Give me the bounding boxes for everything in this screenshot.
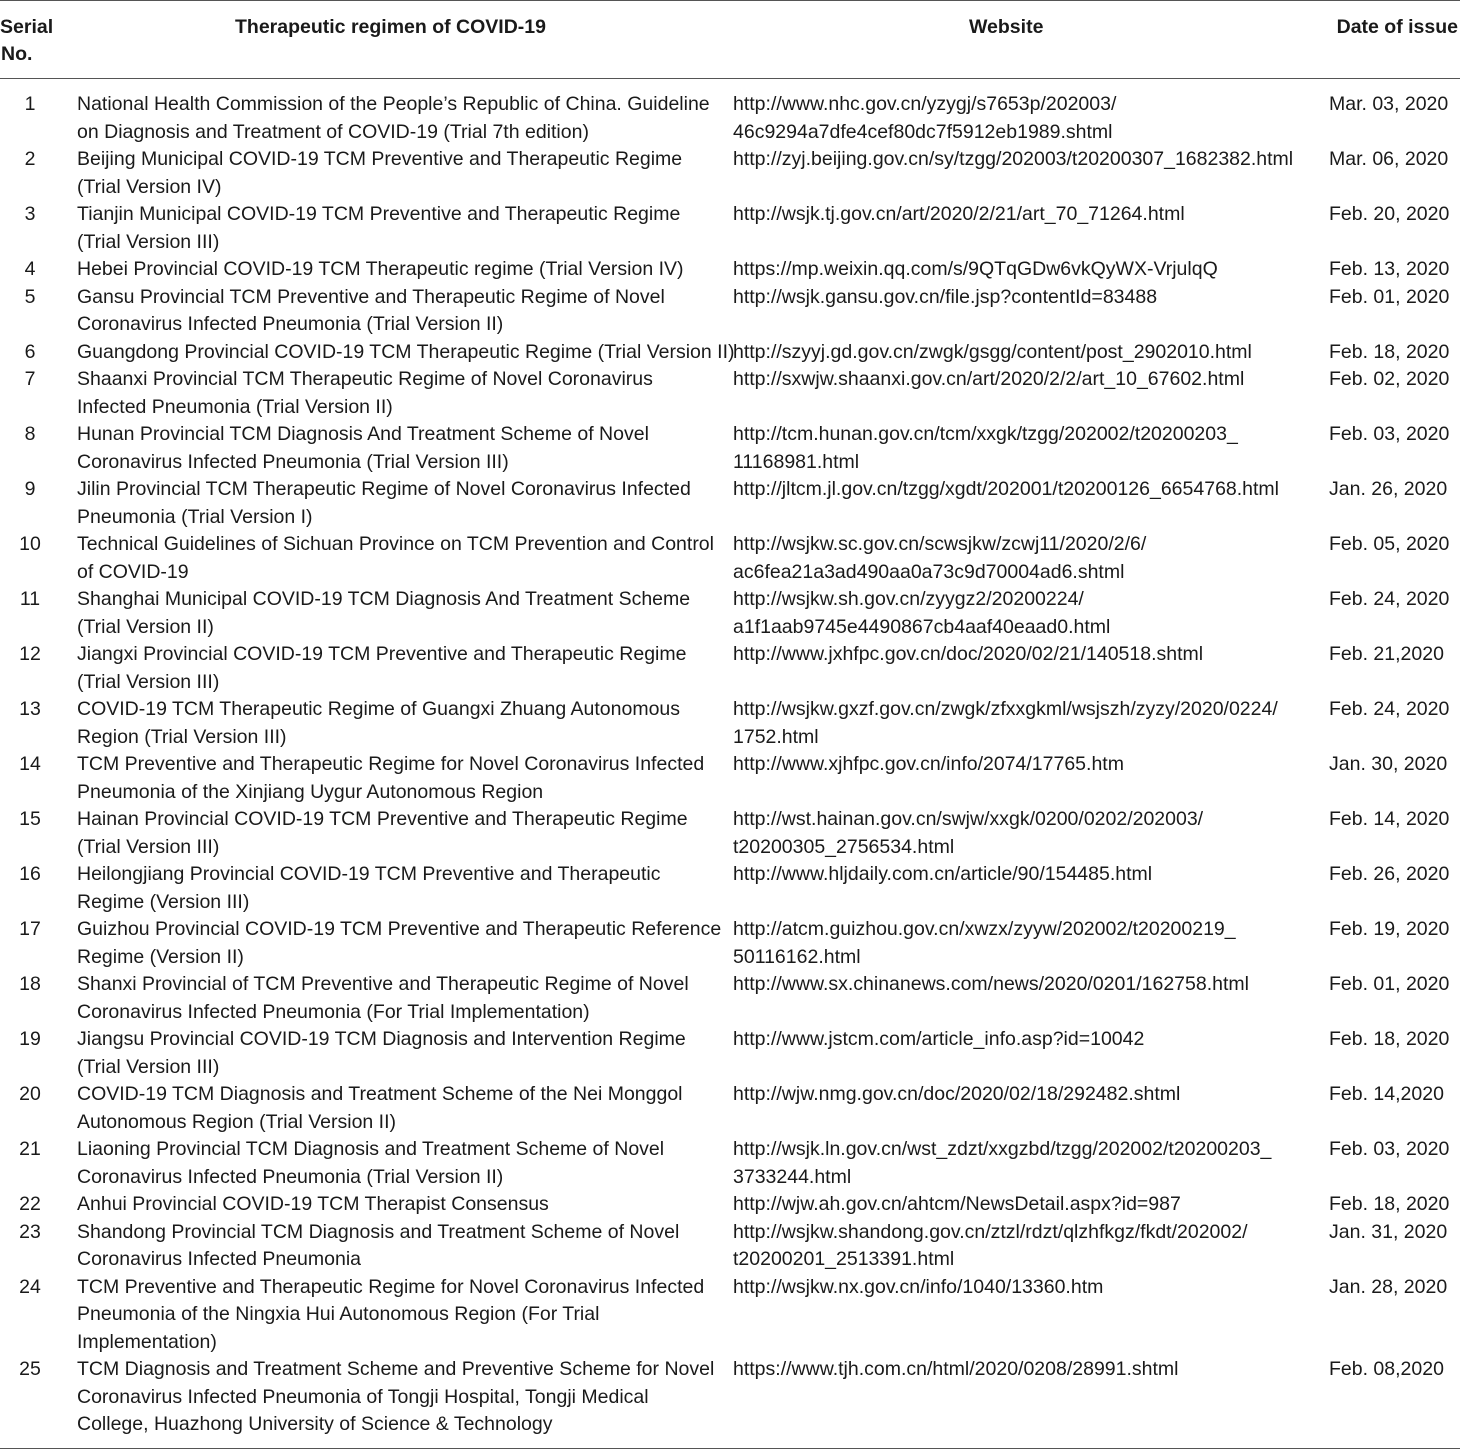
regimen-text-line: TCM Preventive and Therapeutic Regime for Novel Coronavirus Infected: [77, 753, 705, 775]
website-url-line: http://wjw.nmg.gov.cn/doc/2020/02/18/292482.shtml: [733, 1083, 1181, 1105]
website-cell: [718, 1191, 1314, 1219]
serial-number-cell: 20: [19, 1083, 41, 1105]
regimen-text-line: Technical Guidelines of Sichuan Province on TCM Prevention and Control: [77, 533, 714, 555]
website-cell: [718, 861, 1314, 916]
date-of-issue-cell: Feb. 13, 2020: [1329, 258, 1450, 280]
regimen-cell: [62, 586, 718, 641]
regimen-text-line: Autonomous Region (Trial Version II): [77, 1110, 397, 1133]
website-url-line: http://wsjk.gansu.gov.cn/file.jsp?contentId=83488: [733, 285, 1158, 308]
header-website: Website: [718, 1, 1314, 79]
regimen-text-line: National Health Commission of the People’s Republic of China. Guideline: [77, 93, 710, 115]
website-cell: [718, 1356, 1314, 1448]
website-url-line: 50116162.html: [733, 945, 861, 968]
serial-number-cell: 23: [19, 1220, 41, 1243]
regimen-cell: [62, 861, 718, 916]
date-of-issue-cell: Feb. 19, 2020: [1329, 918, 1450, 940]
website-cell: [718, 641, 1314, 696]
website-cell: [718, 1026, 1314, 1081]
regimen-cell: [62, 1026, 718, 1081]
serial-number-cell: 3: [24, 203, 36, 225]
table-row: [0, 1219, 1460, 1274]
website-cell: [718, 1136, 1314, 1191]
regimen-text-line: TCM Diagnosis and Treatment Scheme and Preventive Scheme for Novel: [77, 1358, 715, 1380]
regimen-cell: [62, 1136, 718, 1191]
regimen-text-line: Hainan Provincial COVID-19 TCM Preventive and Therapeutic Regime: [77, 808, 688, 830]
regimen-text-line: Hebei Provincial COVID-19 TCM Therapeutic regime (Trial Version IV): [77, 258, 684, 280]
website-url-line: http://www.sx.chinanews.com/news/2020/0201/162758.html: [733, 973, 1249, 995]
website-url-line: http://wst.hainan.gov.cn/swjw/xxgk/0200/0202/202003/: [733, 808, 1204, 830]
regimen-cell: [62, 1191, 718, 1219]
website-url-line: http://atcm.guizhou.gov.cn/xwzx/zyyw/202002/t20200219_: [733, 918, 1236, 940]
date-of-issue-cell: Feb. 21,2020: [1329, 643, 1444, 665]
website-cell: [718, 256, 1314, 284]
serial-number-cell: 21: [19, 1138, 41, 1160]
regimen-text-line: Regime (Version III): [77, 890, 250, 913]
regimen-text-line: Beijing Municipal COVID-19 TCM Preventive and Therapeutic Regime: [77, 148, 683, 170]
regimen-text-line: on Diagnosis and Treatment of COVID-19 (Trial 7th edition): [77, 120, 589, 143]
regimen-cell: [62, 201, 718, 256]
date-of-issue-cell: Feb. 24, 2020: [1329, 588, 1450, 610]
website-url-line: https://mp.weixin.qq.com/s/9QTqGDw6vkQyWX-VrjulqQ: [733, 258, 1218, 280]
regimen-text-line: Regime (Version II): [77, 945, 244, 968]
website-cell: [718, 1219, 1314, 1274]
date-of-issue-cell: Feb. 02, 2020: [1329, 368, 1450, 390]
regimen-text-line: (Trial Version III): [77, 1055, 220, 1078]
regimen-cell: [62, 1081, 718, 1136]
regimen-cell: [62, 806, 718, 861]
website-url-line: http://wsjkw.shandong.gov.cn/ztzl/rdzt/qlzhfkgz/fkdt/202002/: [733, 1220, 1248, 1243]
regimen-cell: [62, 284, 718, 339]
website-url-line: 3733244.html: [733, 1165, 852, 1188]
regimen-text-line: COVID-19 TCM Therapeutic Regime of Guangxi Zhuang Autonomous: [77, 698, 681, 720]
regimen-text-line: Pneumonia of the Xinjiang Uygur Autonomous Region: [77, 780, 544, 803]
website-cell: [718, 476, 1314, 531]
serial-number-cell: 12: [19, 643, 41, 665]
website-url-line: http://wsjkw.sh.gov.cn/zyygz2/20200224/: [733, 588, 1084, 610]
website-cell: [718, 284, 1314, 339]
table-row: [0, 146, 1460, 201]
regimen-text-line: Jiangsu Provincial COVID-19 TCM Diagnosis and Intervention Regime: [77, 1028, 686, 1050]
table-row: [0, 641, 1460, 696]
date-of-issue-cell: Feb. 20, 2020: [1329, 203, 1450, 225]
header-date: Date of issue: [1314, 1, 1460, 79]
date-of-issue-cell: Feb. 14,2020: [1329, 1083, 1444, 1105]
website-url-line: http://wsjk.tj.gov.cn/art/2020/2/21/art_70_71264.html: [733, 203, 1185, 225]
serial-number-cell: 22: [19, 1193, 41, 1215]
website-cell: [718, 339, 1314, 367]
serial-number-cell: 16: [19, 863, 41, 885]
website-url-line: http://www.xjhfpc.gov.cn/info/2074/17765.htm: [733, 753, 1124, 775]
website-cell: [718, 1274, 1314, 1357]
regimen-cell: [62, 696, 718, 751]
table-row: [0, 1191, 1460, 1219]
regimen-cell: [62, 1274, 718, 1357]
table-row: [0, 531, 1460, 586]
website-cell: [718, 806, 1314, 861]
website-cell: [718, 421, 1314, 476]
table-row: [0, 861, 1460, 916]
website-url-line: http://www.hljdaily.com.cn/article/90/154485.html: [733, 863, 1153, 885]
regimen-cell: [62, 1356, 718, 1448]
website-cell: [718, 201, 1314, 256]
website-cell: [718, 146, 1314, 201]
regimen-cell: [62, 641, 718, 696]
table-header: [0, 1, 1460, 79]
regimen-text-line: Coronavirus Infected Pneumonia: [77, 1248, 361, 1270]
regimen-text-line: Liaoning Provincial TCM Diagnosis and Treatment Scheme of Novel: [77, 1138, 665, 1160]
serial-number-cell: 25: [19, 1358, 41, 1380]
website-url-line: http://szyyj.gd.gov.cn/zwgk/gsgg/content/post_2902010.html: [733, 340, 1252, 363]
regimen-text-line: of COVID-19: [77, 560, 189, 583]
date-of-issue-cell: Mar. 06, 2020: [1329, 148, 1449, 170]
regimen-text-line: Coronavirus Infected Pneumonia (For Trial Implementation): [77, 1000, 590, 1023]
regimen-text-line: Region (Trial Version III): [77, 725, 287, 748]
table-row: [0, 1081, 1460, 1136]
regimen-text-line: Shanxi Provincial of TCM Preventive and Therapeutic Regime of Novel: [77, 973, 689, 995]
regimen-text-line: Pneumonia of the Ningxia Hui Autonomous Region (For Trial: [77, 1303, 600, 1325]
website-url-line: 11168981.html: [733, 450, 860, 473]
regimen-text-line: Coronavirus Infected Pneumonia (Trial Version II): [77, 1165, 504, 1188]
header-regimen: Therapeutic regimen of COVID-19: [62, 1, 718, 79]
serial-number-cell: 17: [19, 918, 41, 940]
website-url-line: http://sxwjw.shaanxi.gov.cn/art/2020/2/2/art_10_67602.html: [733, 368, 1245, 390]
regimen-text-line: Shaanxi Provincial TCM Therapeutic Regime of Novel Coronavirus: [77, 368, 653, 390]
website-url-line: http://www.jxhfpc.gov.cn/doc/2020/02/21/140518.shtml: [733, 643, 1204, 665]
regimen-text-line: Guizhou Provincial COVID-19 TCM Preventive and Therapeutic Reference: [77, 918, 722, 940]
serial-number-cell: 13: [19, 698, 41, 720]
regimen-text-line: Implementation): [77, 1330, 217, 1353]
date-of-issue-cell: Feb. 03, 2020: [1329, 1138, 1450, 1160]
website-cell: [718, 1081, 1314, 1136]
regimen-text-line: Heilongjiang Provincial COVID-19 TCM Preventive and Therapeutic: [77, 863, 661, 885]
website-url-line: http://zyj.beijing.gov.cn/sy/tzgg/202003/t20200307_1682382.html: [733, 148, 1294, 170]
table-row: [0, 586, 1460, 641]
serial-number-cell: 2: [24, 148, 36, 170]
regimen-cell: [62, 366, 718, 421]
table-row: [0, 79, 1460, 147]
table-row: [0, 806, 1460, 861]
regimen-text-line: Tianjin Municipal COVID-19 TCM Preventive and Therapeutic Regime: [77, 203, 681, 225]
regimen-text-line: Guangdong Provincial COVID-19 TCM Therapeutic Regime (Trial Version II): [77, 340, 735, 363]
regimen-text-line: (Trial Version III): [77, 670, 220, 693]
table-row: [0, 1136, 1460, 1191]
regimen-text-line: Hunan Provincial TCM Diagnosis And Treatment Scheme of Novel: [77, 423, 649, 445]
serial-number-cell: 15: [19, 808, 41, 830]
regimen-cell: [62, 421, 718, 476]
date-of-issue-cell: Mar. 03, 2020: [1329, 93, 1449, 115]
regimen-text-line: Gansu Provincial TCM Preventive and Therapeutic Regime of Novel: [77, 285, 665, 308]
serial-number-cell: 14: [19, 753, 41, 775]
website-url-line: t20200305_2756534.html: [733, 835, 955, 858]
table-body: [0, 79, 1460, 1449]
regimen-cell: [62, 476, 718, 531]
regimen-text-line: Shandong Provincial TCM Diagnosis and Treatment Scheme of Novel: [77, 1220, 680, 1243]
serial-number-cell: 10: [19, 533, 41, 555]
website-cell: [718, 971, 1314, 1026]
table-row: [0, 421, 1460, 476]
website-url-line: http://wsjkw.sc.gov.cn/scwsjkw/zcwj11/2020/2/6/: [733, 533, 1147, 555]
serial-number-cell: 6: [24, 340, 36, 363]
serial-number-cell: 19: [19, 1028, 41, 1050]
serial-number-cell: 4: [24, 258, 36, 280]
header-serial-line1: Serial: [0, 16, 54, 38]
regimen-text-line: Anhui Provincial COVID-19 TCM Therapist Consensus: [77, 1193, 549, 1215]
website-cell: [718, 531, 1314, 586]
serial-number-cell: 11: [19, 588, 41, 610]
regimen-text-line: COVID-19 TCM Diagnosis and Treatment Scheme of the Nei Monggol: [77, 1083, 683, 1105]
table-row: [0, 339, 1460, 367]
date-of-issue-cell: Feb. 18, 2020: [1329, 1028, 1450, 1050]
website-cell: [718, 916, 1314, 971]
serial-number-cell: 7: [24, 368, 36, 390]
table-row: [0, 916, 1460, 971]
regimen-cell: [62, 971, 718, 1026]
regimen-cell: [62, 339, 735, 367]
regimen-cell: [62, 916, 722, 971]
regimen-text-line: Coronavirus Infected Pneumonia of Tongji Hospital, Tongji Medical: [77, 1385, 649, 1408]
regimen-text-line: College, Huazhong University of Science & Technology: [77, 1413, 553, 1435]
regimen-text-line: (Trial Version III): [77, 230, 220, 253]
date-of-issue-cell: Feb. 26, 2020: [1329, 863, 1450, 885]
date-of-issue-cell: Feb. 01, 2020: [1329, 973, 1450, 995]
serial-number-cell: 24: [19, 1275, 41, 1298]
serial-number-cell: 5: [24, 285, 36, 308]
date-of-issue-cell: Feb. 05, 2020: [1329, 533, 1450, 555]
website-url-line: http://wsjkw.gxzf.gov.cn/zwgk/zfxxgkml/wsjszh/zyzy/2020/0224/: [733, 698, 1278, 720]
regimen-cell: [62, 146, 718, 201]
regimen-text-line: Jilin Provincial TCM Therapeutic Regime of Novel Coronavirus Infected: [77, 478, 691, 500]
date-of-issue-cell: Feb. 24, 2020: [1329, 698, 1450, 720]
regimen-text-line: (Trial Version IV): [77, 175, 222, 198]
date-of-issue-cell: Jan. 26, 2020: [1329, 478, 1448, 500]
regimen-text-line: Pneumonia (Trial Version I): [77, 505, 313, 528]
regimen-text-line: (Trial Version III): [77, 835, 220, 858]
table-row: [0, 476, 1460, 531]
table-row: [0, 751, 1460, 806]
regimen-cell: [62, 531, 718, 586]
website-url-line: ac6fea21a3ad490aa0a73c9d70004ad6.shtml: [733, 560, 1125, 583]
website-url-line: http://wsjkw.nx.gov.cn/info/1040/13360.htm: [733, 1275, 1104, 1298]
date-of-issue-cell: Feb. 14, 2020: [1329, 808, 1450, 830]
regimen-text-line: TCM Preventive and Therapeutic Regime for Novel Coronavirus Infected: [77, 1275, 705, 1298]
regimen-text-line: Coronavirus Infected Pneumonia (Trial Version II): [77, 313, 504, 335]
website-cell: [718, 79, 1314, 147]
website-url-line: https://www.tjh.com.cn/html/2020/0208/28991.shtml: [733, 1358, 1179, 1380]
website-url-line: http://www.nhc.gov.cn/yzygj/s7653p/202003/: [733, 93, 1117, 115]
regimen-cell: [62, 1219, 718, 1274]
serial-number-cell: 1: [24, 93, 36, 115]
table-row: [0, 366, 1460, 421]
website-url-line: t20200201_2513391.html: [733, 1248, 955, 1270]
table-row: [0, 201, 1460, 256]
table-row: [0, 971, 1460, 1026]
serial-number-cell: 9: [24, 478, 36, 500]
date-of-issue-cell: Jan. 31, 2020: [1329, 1220, 1448, 1243]
date-of-issue-cell: Feb. 03, 2020: [1329, 423, 1450, 445]
header-serial-line2: No.: [1, 43, 33, 65]
date-of-issue-cell: Feb. 01, 2020: [1329, 285, 1450, 308]
table-row: [0, 696, 1460, 751]
table-row: [0, 256, 1460, 284]
table-row: [0, 1356, 1460, 1448]
website-url-line: http://jltcm.jl.gov.cn/tzgg/xgdt/202001/t20200126_6654768.html: [733, 478, 1280, 500]
regimen-text-line: Infected Pneumonia (Trial Version II): [77, 395, 393, 418]
table-row: [0, 1274, 1460, 1357]
date-of-issue-cell: Jan. 28, 2020: [1329, 1275, 1448, 1298]
header-serial-no: [0, 1, 62, 79]
website-cell: [718, 696, 1314, 751]
serial-number-cell: 8: [24, 423, 36, 445]
regimen-text-line: (Trial Version II): [77, 615, 214, 638]
regimen-text-line: Coronavirus Infected Pneumonia (Trial Version III): [77, 450, 509, 473]
website-url-line: 1752.html: [733, 725, 819, 748]
website-url-line: a1f1aab9745e4490867cb4aaf40eaad0.html: [733, 615, 1111, 638]
table-row: [0, 1026, 1460, 1081]
regimen-cell: [62, 256, 718, 284]
website-cell: [718, 366, 1314, 421]
date-of-issue-cell: Feb. 18, 2020: [1329, 1193, 1450, 1215]
website-url-line: 46c9294a7dfe4cef80dc7f5912eb1989.shtml: [733, 120, 1113, 143]
serial-number-cell: 18: [19, 973, 41, 995]
date-of-issue-cell: Feb. 08,2020: [1329, 1358, 1444, 1380]
website-cell: [718, 751, 1314, 806]
website-url-line: http://wsjk.ln.gov.cn/wst_zdzt/xxgzbd/tzgg/202002/t20200203_: [733, 1138, 1272, 1160]
regimen-cell: [62, 751, 718, 806]
website-url-line: http://wjw.ah.gov.cn/ahtcm/NewsDetail.aspx?id=987: [733, 1193, 1181, 1215]
header-row: [0, 1, 1460, 79]
date-of-issue-cell: Feb. 18, 2020: [1329, 340, 1450, 363]
regimen-text-line: Jiangxi Provincial COVID-19 TCM Preventive and Therapeutic Regime: [77, 643, 687, 665]
regimen-cell: [62, 79, 718, 147]
regimen-text-line: Shanghai Municipal COVID-19 TCM Diagnosis And Treatment Scheme: [77, 588, 691, 610]
website-cell: [718, 586, 1314, 641]
date-of-issue-cell: Jan. 30, 2020: [1329, 753, 1448, 775]
website-url-line: http://www.jstcm.com/article_info.asp?id=10042: [733, 1028, 1145, 1050]
table-row: [0, 284, 1460, 339]
website-url-line: http://tcm.hunan.gov.cn/tcm/xxgk/tzgg/202002/t20200203_: [733, 423, 1238, 445]
